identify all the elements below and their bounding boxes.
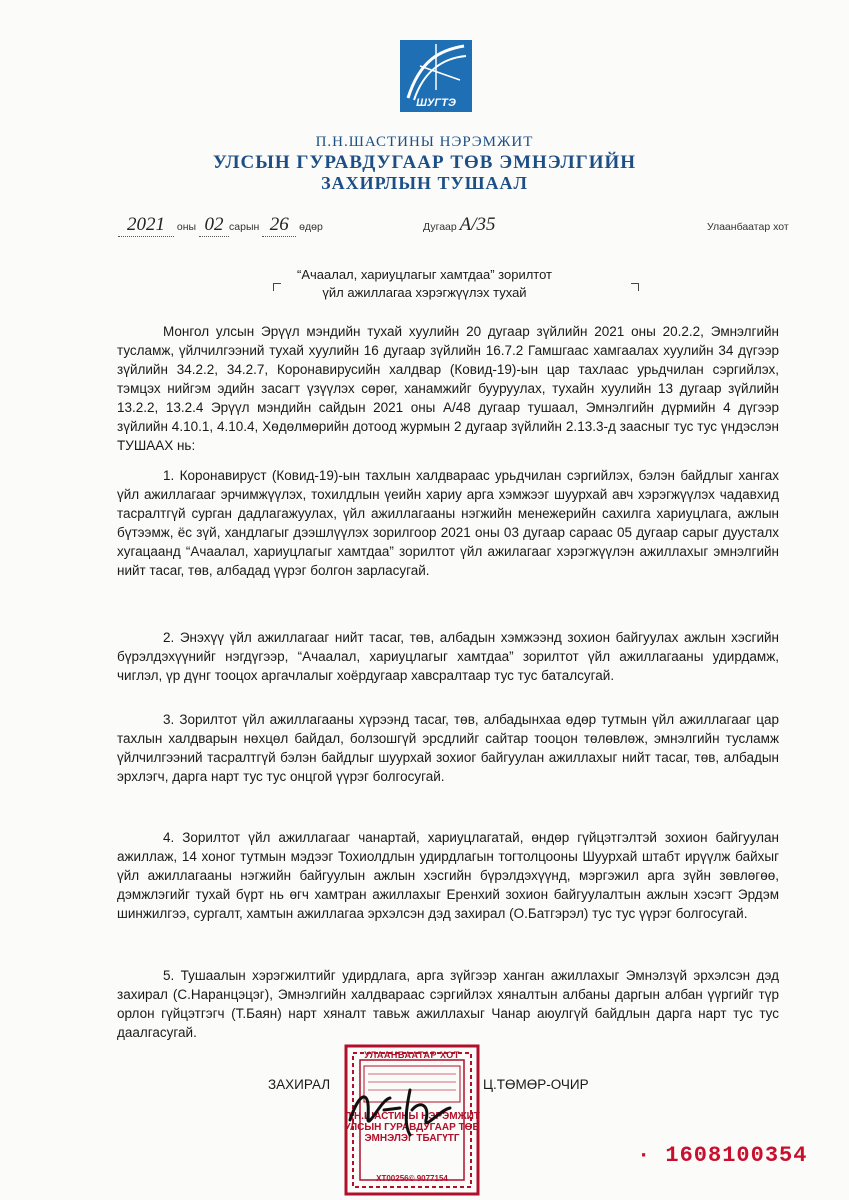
month-label: сарын (229, 221, 260, 233)
hospital-logo (400, 40, 472, 112)
document-title: ЗАХИРЛЫН ТУШААЛ (321, 173, 528, 193)
subject (0, 266, 849, 302)
order-number: А/35 (459, 214, 496, 235)
signatory-name: Ц.ТӨМӨР-ОЧИР (483, 1077, 589, 1092)
preamble-paragraph: Монгол улсын Эрүүл мэндийн тухай хуулийн 20 дугаар зүйлийн 2021 оны 20.2.2, Эмнэлгийн тусламж, үйлчилгээний тухай хуулийн 16 дугаар зүйлийн 16.7.2 Гамшгаас хамгаалах хуулийн 34 дүгээр зүйлийн 34.2.2, 34.2.7, Коронавирусийн халдвар (Ковид-19)-ын цар тахлаас урьдчилан сэргийлэх, тэмцэх нийгэм эдийн засагт үзүүлэх сөрөг, ханамжийг бууруулах, тухайн хуулийн 13 дугаар зүйлийн 13.2.2, 13.2.4 Эрүүл мэндийн сайдын 2021 оны А/48 дугаар тушаал, Эмнэлгийн дүрмийн 4 дүгээр зүйлийн 4.10.1, 4.10.4, Хөдөлмөрийн дотоод журмын 2 дугаар зүйлийн 2.13.3-д заасныг тус тус үндэслэн ТУШААХ нь: (117, 324, 779, 453)
subject-line-2: үйл ажиллагаа хэрэгжүүлэх тухай (322, 285, 527, 300)
stamp-center-text: П.Н.ШАСТИНЫ НЭРЭМЖИТ УЛСЫН ГУРАВДУГААР ТӨВ ЭМНЭЛЭГ ТБАГҮТГ (344, 1111, 480, 1144)
header-line-2: УЛСЫН ГУРАВДУГААР ТӨВ ЭМНЭЛГИЙН (212, 152, 637, 173)
day-label: өдөр (299, 221, 323, 233)
order-item-3: 3. Зорилтот үйл ажиллагааны хүрээнд тасаг, төв, албадынхаа өдөр тутмын үйл ажиллагааг цар тахлын халдварын нөхцөл байдал, болзошгүй эрсдлийг сайтар тооцон төлөвлөж, эмнэлгийн тусламж үйлчилгээний тасралтгүй бэлэн байдлыг шуурхай зохиог байгуулан ажиллахыг нийт тасаг, төв, албадын эрхлэгч, дарга нарт тус тус онцгой үүрэг болгосугай. (117, 712, 779, 784)
date-year: 2021 (118, 214, 174, 237)
date-month: 02 (199, 214, 229, 237)
year-label: оны (176, 221, 197, 233)
city: Улаанбаатар хот (707, 221, 789, 233)
header-line-1: П.Н.ШАСТИНЫ НЭРЭМЖИТ (315, 134, 534, 150)
number-label: Дугаар (423, 221, 457, 233)
order-item-5: 5. Тушаалын хэрэгжилтийг удирдлага, арга зүйгээр ханган ажиллахыг Эмнэлзүй эрхэлсэн дэд захирал (С.Наранцэцэг), Эмнэлгийн халдвараас сэргийлэх хяналтын албаны даргын албан үүргийг түр орлон гүйцэтгэгч (Т.Баян) нарт хяналт тавьж ажиллахыг Чанар аюулгүй байдлын дарга нарт тус тус даалгасугай. (117, 968, 779, 1040)
subject-line-1: “Ачаалал, хариуцлагыг хамтдаа” зорилтот (297, 267, 552, 282)
stamp-top-text: УЛААНБААТАР ХОТ (364, 1050, 460, 1060)
number-line (423, 214, 496, 236)
order-item-1: 1. Коронавируст (Ковид-19)-ын тахлын халдвараас урьдчилан сэргийлэх, бэлэн байдлыг хангах үйл ажиллагааг эрчимжүүлэх, тохилдлын үеийн хариу арга хэмжээг шуурхай авч хэрэгжүүлэх чадавхид тасралтгүй сурган дадлагажуулах, үйл ажиллагааны нэгжийн менежерийн сахилга хариуцлага, ажлын бүтээмж, ёс зүй, хандлагыг дээшлүүлэх зорилгоор 2021 оны 03 дугаар сараас 05 дугаар сарыг дуусталх хугацаанд “Ачаалал, хариуцлагыг хамтдаа” зорилтот үйл ажилагааг хэрэгжүүлэн ажиллахыг эмнэлгийн нийт тасаг, төв, албадад үүрэг болгон зарласугай. (117, 468, 779, 578)
order-item-4: 4. Зорилтот үйл ажиллагааг чанартай, хариуцлагатай, өндөр гүйцэтгэлтэй зохион байгуулан ажиллаж, 14 хоног тутмын мэдээг Тохиолдлын удирдлагын тогтолцооны Шуурхай штабт ирүүлж байхыг үйл ажиллагааны нэгжийн байгуулын ажлын хэсгийн бүрэлдэхүүнд, мэргэжил арга зүйн зөвлөгөө, дэмжлэгийг тухай бүрт нь өгч хамтран ажиллахыг Еренхий зохион байгуулалтын ажлын хэсэгт Эрдэм шинжилгээ, сургалт, хамтын ажиллагаа эрхэлсэн дэд захирал (О.Батгэрэл) тус тус үүрэг болгосугай. (117, 830, 779, 921)
stamp-bottom-text: ХТ00256© 9077154 (376, 1174, 448, 1183)
date-line (118, 214, 323, 237)
serial-number: · 1608100354 (637, 1143, 808, 1168)
handwritten-signature (340, 1080, 470, 1140)
logo-text: ШУГТЭ (416, 97, 456, 109)
date-day: 26 (262, 214, 296, 237)
order-item-2: 2. Энэхүү үйл ажиллагааг нийт тасаг, төв, албадын хэмжээнд зохион байгуулах ажлын хэсгийн бүрэлдэхүүнийг нэгдүгээр, “Ачаалал, хариуцлагыг хамтдаа” зорилтот үйл ажиллагааны удирдамж, чиглэл, үр дүнг тооцох аргачлалыг хоёрдугаар хавсралтаар тус тус баталсугай. (117, 630, 779, 683)
signatory-title: ЗАХИРАЛ (268, 1077, 331, 1092)
